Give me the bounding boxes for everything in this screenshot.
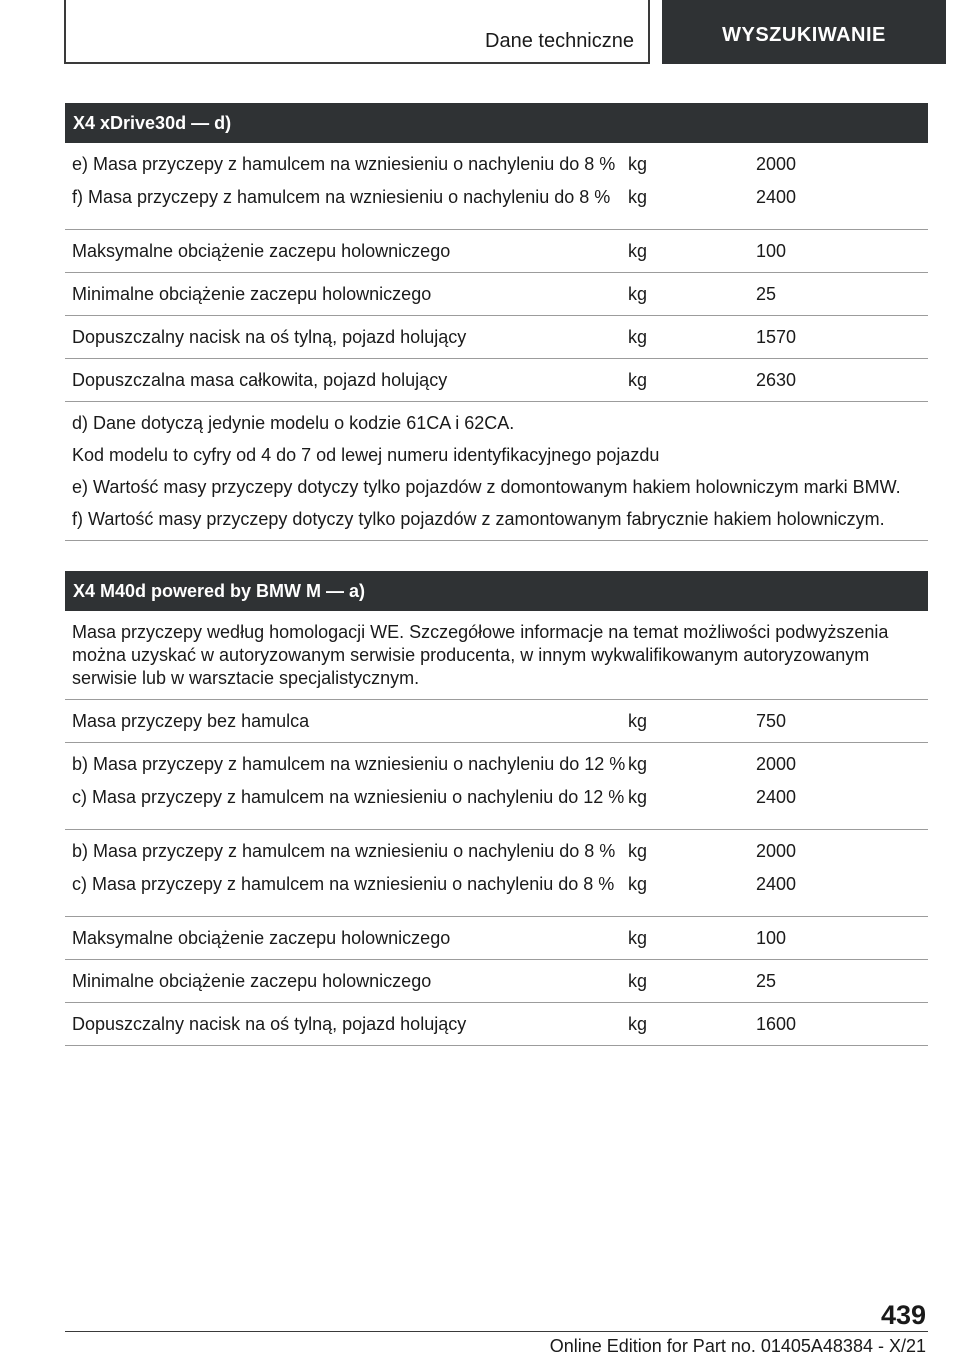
row-value: 2400 (756, 787, 797, 807)
section-title: X4 xDrive30d — d) (65, 103, 928, 143)
footnote: Kod modelu to cyfry od 4 do 7 od lewej numeru identyfikacyjnego pojazdu (72, 445, 660, 465)
row-label: Maksymalne obciążenie zaczepu holowniczego (72, 241, 451, 261)
content (65, 103, 928, 1046)
row-label: Dopuszczalny nacisk na oś tylną, pojazd holujący (72, 327, 467, 347)
row-unit: kg (628, 841, 648, 861)
footnote: d) Dane dotyczą jedynie modelu o kodzie 61CA i 62CA. (72, 413, 515, 433)
row-unit: kg (628, 154, 648, 174)
row-value: 2000 (756, 841, 797, 861)
row-label: e) Masa przyczepy z hamulcem na wzniesieniu o nachyleniu do 8 % (72, 154, 616, 174)
row-value: 100 (756, 241, 787, 261)
footer-divider (65, 1331, 928, 1332)
table-row (65, 960, 928, 1003)
row-unit: kg (628, 1014, 648, 1034)
row-label: Maksymalne obciążenie zaczepu holowniczego (72, 928, 451, 948)
header-section-title: Dane techniczne (485, 30, 634, 52)
row-label: c) Masa przyczepy z hamulcem na wzniesieniu o nachyleniu do 8 % (72, 874, 615, 894)
footnote: f) Wartość masy przyczepy dotyczy tylko pojazdów z zamontowanym fabrycznie hakiem holowniczym. (72, 509, 885, 529)
row-label: b) Masa przyczepy z hamulcem na wzniesieniu o nachyleniu do 8 % (72, 841, 616, 861)
header-frame (64, 0, 650, 64)
row-label: Minimalne obciążenie zaczepu holowniczego (72, 284, 432, 304)
row-unit: kg (628, 327, 648, 347)
row-value: 2000 (756, 154, 797, 174)
table-row (65, 743, 928, 830)
row-value: 25 (756, 284, 777, 304)
footer-edition: Online Edition for Part no. 01405A48384 - X/21 (549, 1336, 926, 1356)
table-row (65, 143, 928, 230)
footnotes (65, 402, 928, 541)
row-unit: kg (628, 187, 648, 207)
row-label: Masa przyczepy bez hamulca (72, 711, 310, 731)
section-title: X4 M40d powered by BMW M — a) (65, 571, 928, 611)
footnote: e) Wartość masy przyczepy dotyczy tylko pojazdów z domontowanym hakiem holowniczym marki BMW. (72, 477, 901, 497)
row-unit: kg (628, 241, 648, 261)
row-unit: kg (628, 711, 648, 731)
row-value: 2630 (756, 370, 797, 390)
row-unit: kg (628, 971, 648, 991)
row-value: 2400 (756, 874, 797, 894)
table-row (65, 917, 928, 960)
row-value: 25 (756, 971, 777, 991)
section-intro: Masa przyczepy według homologacji WE. Szczegółowe informacje na temat możliwości podwyższenia można uzyskać w autoryzowanym serwisie producenta, w innym wykwalifikowanym autoryzowanym serwisie lub w warsztacie specjalistycznym. (65, 611, 928, 700)
row-label: Dopuszczalna masa całkowita, pojazd holujący (72, 370, 448, 390)
row-label: f) Masa przyczepy z hamulcem na wzniesieniu o nachyleniu do 8 % (72, 187, 611, 207)
section-2 (65, 571, 928, 1046)
row-value: 2400 (756, 187, 797, 207)
row-unit: kg (628, 370, 648, 390)
table-row (65, 273, 928, 316)
row-value: 2000 (756, 754, 797, 774)
row-label: b) Masa przyczepy z hamulcem na wzniesieniu o nachyleniu do 12 % (72, 754, 626, 774)
table-row (65, 359, 928, 402)
table-row (65, 830, 928, 917)
row-unit: kg (628, 928, 648, 948)
row-label: c) Masa przyczepy z hamulcem na wzniesieniu o nachyleniu do 12 % (72, 787, 625, 807)
row-unit: kg (628, 284, 648, 304)
table-row (65, 316, 928, 359)
row-value: 750 (756, 711, 787, 731)
search-button[interactable]: WYSZUKIWANIE (662, 0, 946, 64)
row-unit: kg (628, 754, 648, 774)
row-unit: kg (628, 787, 648, 807)
row-unit: kg (628, 874, 648, 894)
table-row (65, 230, 928, 273)
page-number: 439 (880, 1300, 926, 1330)
row-label: Dopuszczalny nacisk na oś tylną, pojazd holujący (72, 1014, 467, 1034)
row-label: Minimalne obciążenie zaczepu holowniczego (72, 971, 432, 991)
row-value: 1570 (756, 327, 797, 347)
table-row (65, 700, 928, 743)
table-row (65, 1003, 928, 1046)
row-value: 1600 (756, 1014, 797, 1034)
row-value: 100 (756, 928, 787, 948)
